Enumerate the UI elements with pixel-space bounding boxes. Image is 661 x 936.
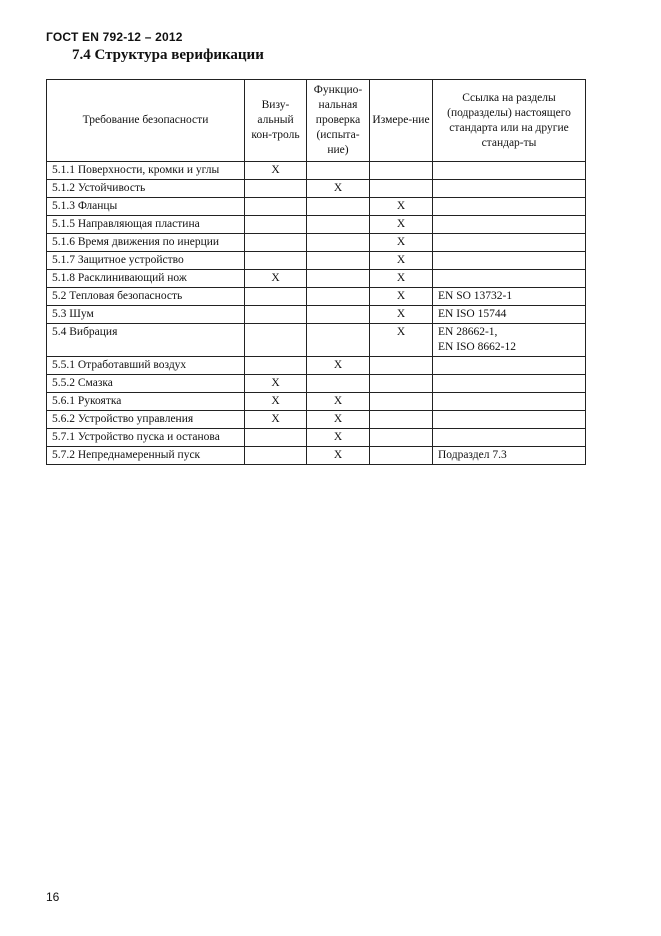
functional-check-cell: X (307, 411, 370, 429)
requirement-cell: 5.2 Тепловая безопасность (47, 288, 245, 306)
table-row (47, 288, 586, 306)
measurement-cell (370, 357, 433, 375)
requirement-cell: 5.5.1 Отработавший воздух (47, 357, 245, 375)
functional-check-cell (307, 216, 370, 234)
reference-cell (433, 216, 586, 234)
col-header-reference: Ссылка на разделы (подразделы) настоящего стандарта или на другие стандар-ты (433, 80, 586, 162)
visual-check-cell (245, 324, 307, 357)
table-row (47, 429, 586, 447)
measurement-cell (370, 162, 433, 180)
requirement-cell: 5.3 Шум (47, 306, 245, 324)
measurement-cell (370, 447, 433, 465)
reference-cell (433, 411, 586, 429)
functional-check-cell: X (307, 429, 370, 447)
functional-check-cell: X (307, 180, 370, 198)
visual-check-cell (245, 357, 307, 375)
visual-check-cell (245, 288, 307, 306)
visual-check-cell: X (245, 270, 307, 288)
functional-check-cell (307, 234, 370, 252)
reference-cell (433, 234, 586, 252)
table-row (47, 180, 586, 198)
reference-cell (433, 252, 586, 270)
functional-check-cell: X (307, 447, 370, 465)
measurement-cell: X (370, 324, 433, 357)
reference-cell (433, 270, 586, 288)
functional-check-cell (307, 375, 370, 393)
measurement-cell: X (370, 270, 433, 288)
col-header-visual: Визу-альный кон-троль (245, 80, 307, 162)
measurement-cell (370, 429, 433, 447)
visual-check-cell (245, 447, 307, 465)
visual-check-cell: X (245, 375, 307, 393)
visual-check-cell (245, 216, 307, 234)
reference-cell (433, 357, 586, 375)
reference-cell (433, 162, 586, 180)
functional-check-cell (307, 306, 370, 324)
reference-cell (433, 375, 586, 393)
table-row (47, 198, 586, 216)
reference-cell (433, 198, 586, 216)
reference-cell (433, 180, 586, 198)
functional-check-cell (307, 252, 370, 270)
reference-cell (433, 429, 586, 447)
measurement-cell: X (370, 306, 433, 324)
section-title: 7.4 Структура верификации (72, 47, 264, 63)
table-row (47, 393, 586, 411)
functional-check-cell (307, 324, 370, 357)
reference-cell: Подраздел 7.3 (433, 447, 586, 465)
table-row (47, 306, 586, 324)
visual-check-cell (245, 180, 307, 198)
visual-check-cell: X (245, 162, 307, 180)
verification-table (46, 79, 586, 465)
measurement-cell: X (370, 198, 433, 216)
reference-cell: EN 28662-1, EN ISO 8662-12 (433, 324, 586, 357)
measurement-cell: X (370, 252, 433, 270)
visual-check-cell (245, 252, 307, 270)
visual-check-cell (245, 429, 307, 447)
functional-check-cell: X (307, 393, 370, 411)
standard-header: ГОСТ EN 792-12 – 2012 (46, 30, 183, 44)
requirement-cell: 5.1.3 Фланцы (47, 198, 245, 216)
functional-check-cell (307, 270, 370, 288)
requirement-cell: 5.6.1 Рукоятка (47, 393, 245, 411)
requirement-cell: 5.1.8 Расклинивающий нож (47, 270, 245, 288)
col-header-functional: Функцио-нальная проверка (испыта-ние) (307, 80, 370, 162)
measurement-cell: X (370, 234, 433, 252)
reference-cell: EN ISO 15744 (433, 306, 586, 324)
col-header-measurement: Измере-ние (370, 80, 433, 162)
requirement-cell: 5.6.2 Устройство управления (47, 411, 245, 429)
requirement-cell: 5.1.6 Время движения по инерции (47, 234, 245, 252)
functional-check-cell (307, 198, 370, 216)
table-row (47, 252, 586, 270)
col-header-requirement: Требование безопасности (47, 80, 245, 162)
requirement-cell: 5.1.2 Устойчивость (47, 180, 245, 198)
table-header-row (47, 80, 586, 162)
functional-check-cell: X (307, 357, 370, 375)
requirement-cell: 5.1.1 Поверхности, кромки и углы (47, 162, 245, 180)
table-row (47, 162, 586, 180)
table-row (47, 324, 586, 357)
table-row (47, 375, 586, 393)
requirement-cell: 5.7.2 Непреднамеренный пуск (47, 447, 245, 465)
page-number: 16 (46, 890, 60, 904)
visual-check-cell (245, 306, 307, 324)
requirement-cell: 5.7.1 Устройство пуска и останова (47, 429, 245, 447)
table-row (47, 411, 586, 429)
table-row (47, 357, 586, 375)
reference-cell (433, 393, 586, 411)
visual-check-cell (245, 234, 307, 252)
table-row (47, 447, 586, 465)
measurement-cell (370, 411, 433, 429)
table-row (47, 216, 586, 234)
table-row (47, 234, 586, 252)
visual-check-cell (245, 198, 307, 216)
requirement-cell: 5.5.2 Смазка (47, 375, 245, 393)
requirement-cell: 5.1.5 Направляющая пластина (47, 216, 245, 234)
functional-check-cell (307, 162, 370, 180)
visual-check-cell: X (245, 411, 307, 429)
measurement-cell (370, 375, 433, 393)
measurement-cell (370, 393, 433, 411)
measurement-cell: X (370, 216, 433, 234)
functional-check-cell (307, 288, 370, 306)
measurement-cell (370, 180, 433, 198)
reference-cell: EN SO 13732-1 (433, 288, 586, 306)
requirement-cell: 5.1.7 Защитное устройство (47, 252, 245, 270)
measurement-cell: X (370, 288, 433, 306)
visual-check-cell: X (245, 393, 307, 411)
requirement-cell: 5.4 Вибрация (47, 324, 245, 357)
table-row (47, 270, 586, 288)
